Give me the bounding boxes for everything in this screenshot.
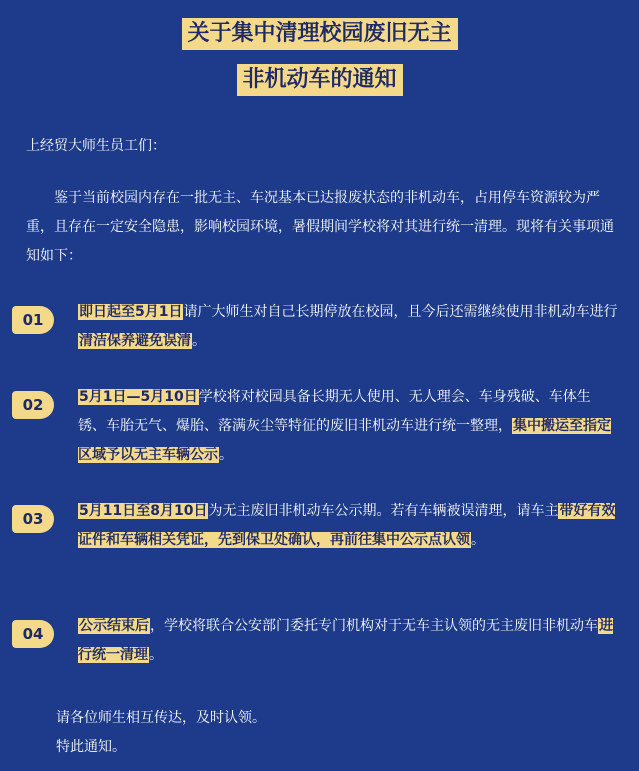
item-text: 请广大师生对自己长期停放在校园，且今后还需继续使用非机动车进行 <box>183 304 618 320</box>
salutation: 上经贸大师生员工们： <box>26 138 166 154</box>
item-text: 。 <box>149 647 163 663</box>
highlighted-text: 进行统一清理 <box>78 618 613 663</box>
notice-item-2 <box>78 383 618 470</box>
notice-item-3 <box>78 497 618 555</box>
notice-item-4 <box>78 612 618 670</box>
item-number-badge: 03 <box>12 505 54 533</box>
item-text: 。 <box>219 447 233 463</box>
notice-item-1 <box>78 298 618 356</box>
highlighted-text: 5月11日至8月10日 <box>79 503 208 519</box>
highlighted-text: 集中搬运至指定区域予以无主车辆公示 <box>78 418 611 463</box>
item-text: ，学校将联合公安部门委托专门机构对于无车主认领的无主废旧非机动车 <box>150 618 598 634</box>
highlighted-text: 公示结束后 <box>79 618 149 634</box>
notice-title-line2: 非机动车的通知 <box>236 64 402 96</box>
highlighted-text: 带好有效证件和车辆相关凭证，先到保卫处确认，再前往集中公示点认领 <box>78 503 616 548</box>
item-text: 为无主废旧非机动车公示期。若有车辆被误清理，请车主 <box>208 503 559 519</box>
item-number-badge: 04 <box>12 620 54 648</box>
highlighted-text: 即日起至5月1日 <box>79 304 183 320</box>
notice-title-line1: 关于集中清理校园废旧无主 <box>181 18 457 50</box>
item-number-badge: 02 <box>12 391 54 419</box>
highlighted-text: 清洁保养避免误清 <box>79 333 191 349</box>
closing-line-2: 特此通知。 <box>56 739 126 755</box>
intro-paragraph: 鉴于当前校园内存在一批无主、车况基本已达报废状态的非机动车，占用停车资源较为严重，且存在一定安全隐患，影响校园环境，暑假期间学校将对其进行统一清理。现将有关事项通知如下： <box>26 190 614 264</box>
item-text: 。 <box>471 532 485 548</box>
closing-line-1: 请各位师生相互传达，及时认领。 <box>56 710 266 726</box>
highlighted-text: 5月1日—5月10日 <box>79 389 198 405</box>
item-text: 学校将对校园具备长期无人使用、无人理会、车身残破、车体生锈、车胎无气、爆胎、落满灰尘等特征的废旧非机动车进行统一整理， <box>78 389 591 434</box>
item-text: 。 <box>192 333 206 349</box>
item-number-badge: 01 <box>12 306 54 334</box>
